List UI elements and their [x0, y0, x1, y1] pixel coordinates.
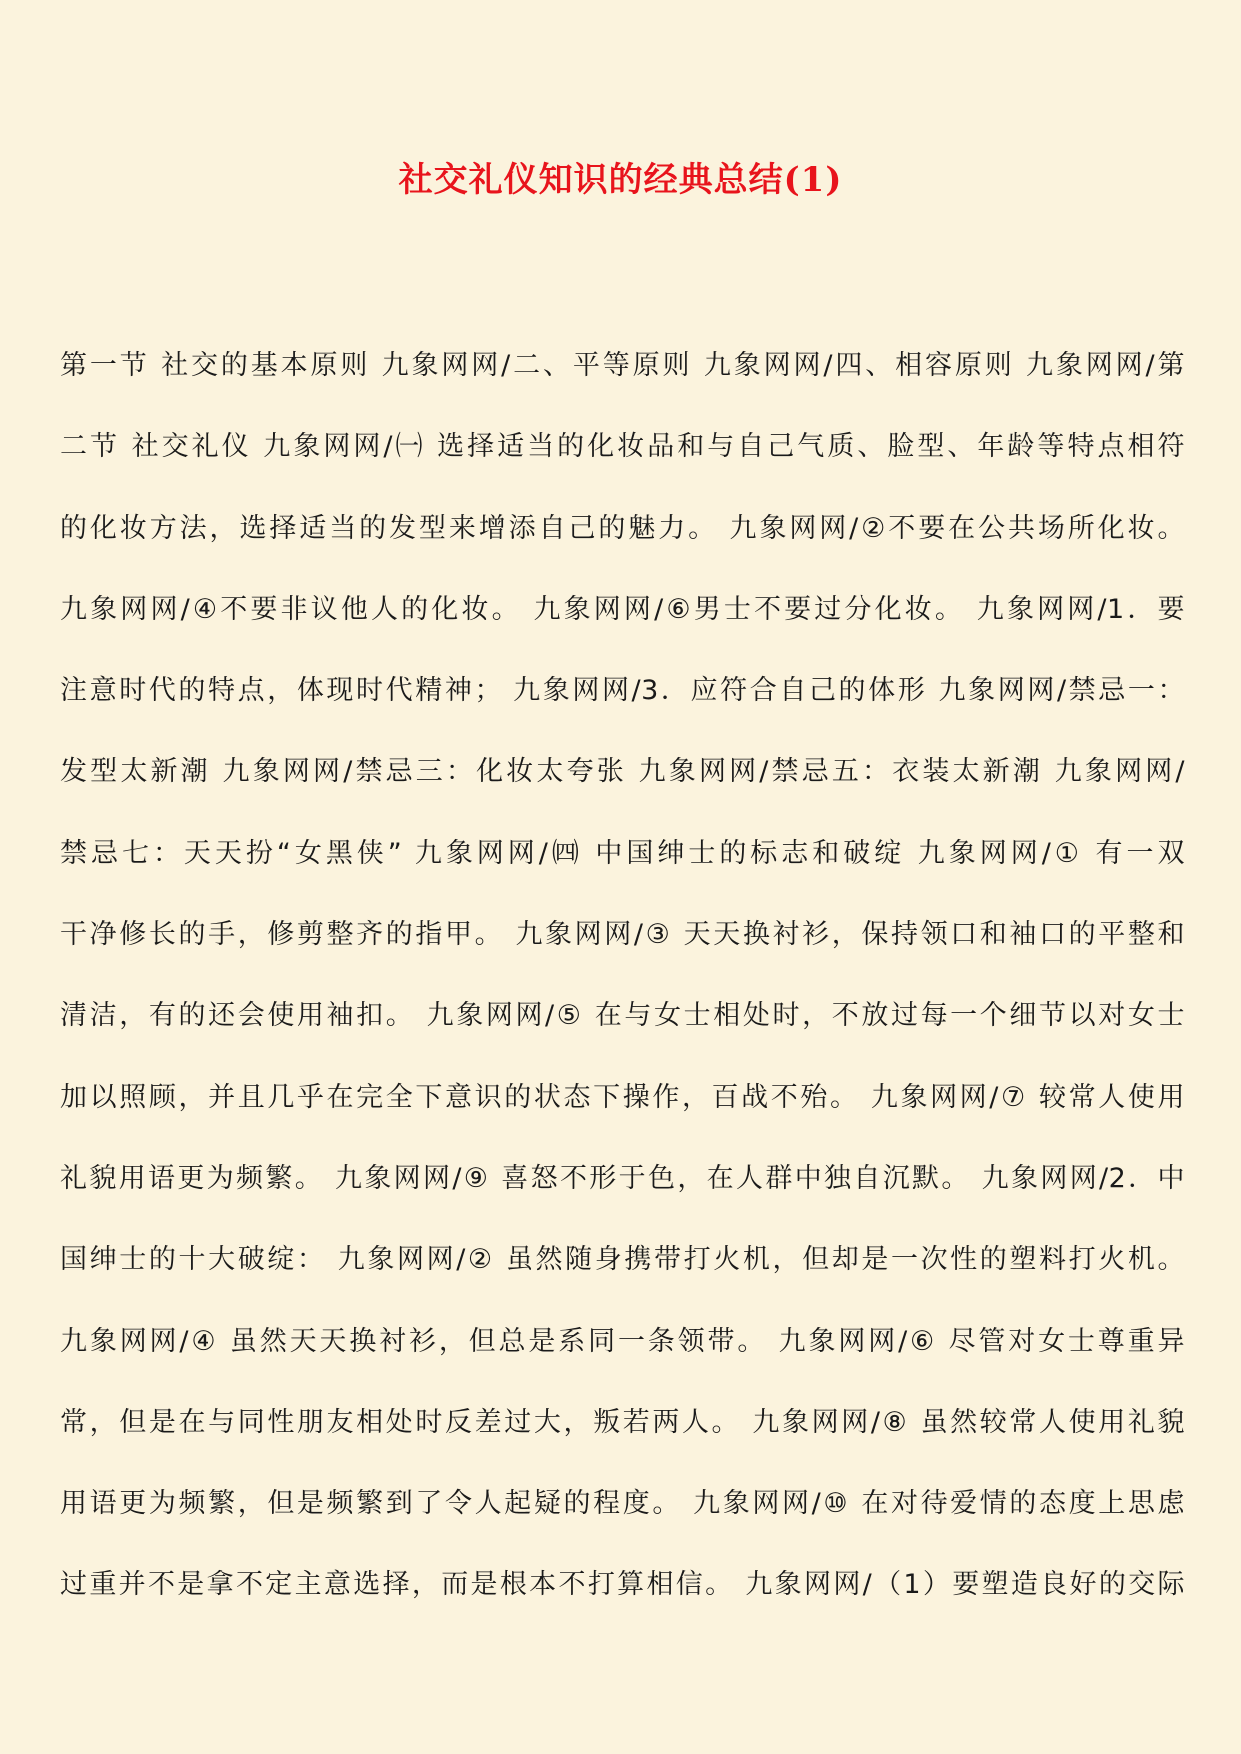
body-line: 加以照顾，并且几乎在完全下意识的状态下操作，百战不殆。 九象网网/⑦ 较常人使用 — [60, 1081, 1185, 1113]
body-line: 第一节 社交的基本原则 九象网网/二、平等原则 九象网网/四、相容原则 九象网网/第 — [60, 350, 1185, 381]
body-line: 二节 社交礼仪 九象网网/㈠ 选择适当的化妆品和与自己气质、脸型、年龄等特点相符 — [60, 431, 1185, 463]
body-line: 干净修长的手，修剪整齐的指甲。 九象网网/③ 天天换衬衫，保持领口和袖口的平整和 — [60, 919, 1185, 951]
body-line: 国绅士的十大破绽： 九象网网/② 虽然随身携带打火机，但却是一次性的塑料打火机。 — [60, 1244, 1185, 1276]
body-line: 发型太新潮 九象网网/禁忌三：化妆太夸张 九象网网/禁忌五：衣装太新潮 九象网网/ — [60, 756, 1185, 788]
document-body — [60, 341, 1185, 1642]
body-line: 常，但是在与同性朋友相处时反差过大，叛若两人。 九象网网/⑧ 虽然较常人使用礼貌 — [60, 1406, 1185, 1438]
body-line: 禁忌七：天天扮“女黑侠” 九象网网/㈣ 中国绅士的标志和破绽 九象网网/① 有一双 — [60, 837, 1185, 869]
body-line: 九象网网/④ 虽然天天换衬衫，但总是系同一条领带。 九象网网/⑥ 尽管对女士尊重异 — [60, 1325, 1185, 1357]
body-line: 用语更为频繁，但是频繁到了令人起疑的程度。 九象网网/⑩ 在对待爱情的态度上思虑 — [60, 1488, 1185, 1520]
body-line: 过重并不是拿不定主意选择，而是根本不打算相信。 九象网网/（1）要塑造良好的交际 — [60, 1569, 1185, 1601]
document-title: 社交礼仪知识的经典总结(1) — [398, 160, 843, 200]
body-line: 九象网网/④不要非议他人的化妆。 九象网网/⑥男士不要过分化妆。 九象网网/1．要 — [60, 593, 1185, 625]
body-line: 清洁，有的还会使用袖扣。 九象网网/⑤ 在与女士相处时，不放过每一个细节以对女士 — [60, 1000, 1185, 1032]
body-line: 注意时代的特点，体现时代精神； 九象网网/3．应符合自己的体形 九象网网/禁忌一： — [60, 675, 1185, 707]
body-line: 礼貌用语更为频繁。 九象网网/⑨ 喜怒不形于色，在人群中独自沉默。 九象网网/2．中 — [60, 1162, 1185, 1194]
body-line: 的化妆方法，选择适当的发型来增添自己的魅力。 九象网网/②不要在公共场所化妆。 — [60, 512, 1185, 544]
